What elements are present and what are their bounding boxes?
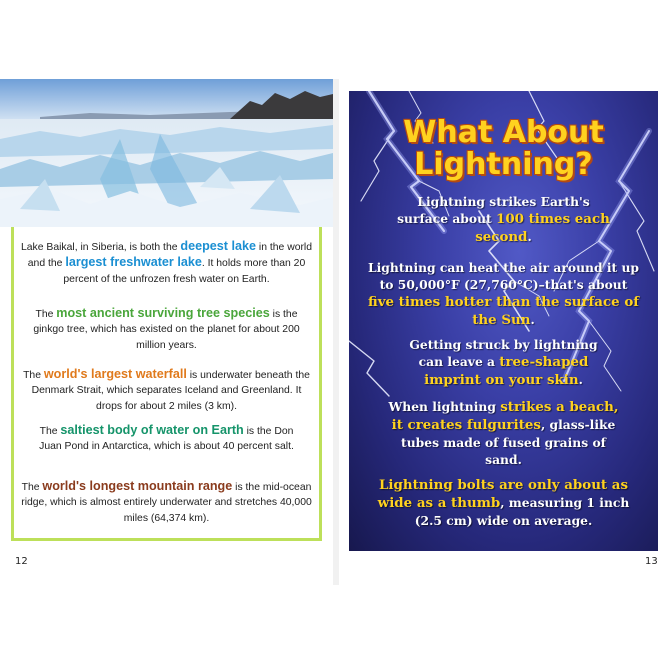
facts-box	[11, 227, 322, 541]
fact-mountain-range: The world's longest mountain range is the mid-ocean ridge, which is almost entirely underwater and stretches 40,000 miles (64,374 km).	[21, 479, 312, 524]
fact-waterfall: The world's largest waterfall is underwater beneath the Denmark Strait, which separates Iceland and Greenland. It drops for about 2 miles (3 km).	[23, 367, 310, 412]
highlight-saltiest: saltiest body of water on Earth	[60, 423, 244, 437]
fact-saltiest: The saltiest body of water on Earth is the Don Juan Pond in Antarctica, which is about 40 percent salt.	[39, 423, 294, 453]
lightning-fact-width: Lightning bolts are only about as wide as a thumb, measuring 1 inch (2.5 cm) wide on average.	[377, 477, 630, 528]
lightning-title: What About Lightning?	[403, 115, 604, 182]
page-number-right: 13	[645, 556, 658, 567]
page-number-left: 12	[15, 556, 28, 567]
fact-ginkgo: The most ancient surviving tree species is the ginkgo tree, which has existed on the planet for about 200 million years.	[33, 306, 300, 351]
highlight-mountain-range: world's longest mountain range	[42, 479, 233, 493]
fact-lake-baikal: Lake Baikal, in Siberia, is both the deepest lake in the world and the largest freshwater lake. It holds more than 20 percent of the unfrozen fresh water on Earth.	[20, 239, 313, 285]
highlight-deepest-lake: deepest lake	[180, 239, 256, 253]
highlight-ancient-tree: most ancient surviving tree species	[56, 306, 270, 320]
highlight-waterfall: world's largest waterfall	[43, 367, 187, 381]
book-gutter	[333, 79, 339, 585]
lightning-panel	[349, 91, 658, 551]
lightning-fact-frequency: Lightning strikes Earth's surface about 100 times each second.	[397, 194, 610, 245]
lightning-fact-fulgurites: When lightning strikes a beach, it creates fulgurites, glass-like tubes made of fused grains of sand.	[388, 399, 619, 467]
highlight-largest-freshwater-lake: largest freshwater lake	[65, 255, 202, 270]
lightning-fact-heat: Lightning can heat the air around it up to 50,000°F (27,760°C)–that's about five times hotter than the surface of the Sun.	[367, 260, 640, 328]
frozen-lake-photo	[0, 79, 333, 227]
lightning-fact-imprint: Getting struck by lightning can leave a tree-shaped imprint on your skin.	[409, 337, 598, 388]
